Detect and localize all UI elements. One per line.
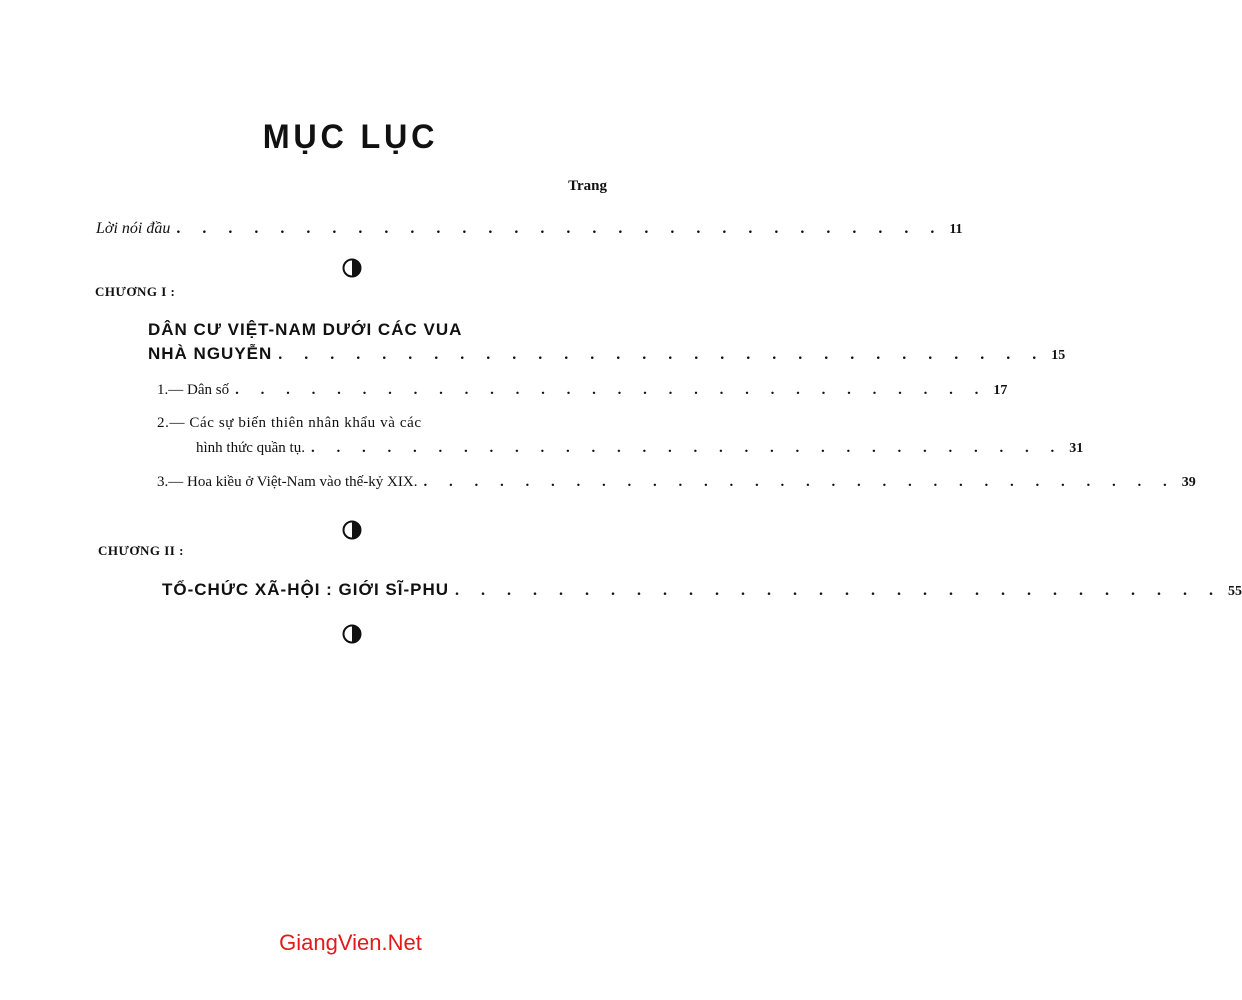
section-3-page: 39 [1181, 475, 1196, 490]
leader-dots: . . . . . . . . . . . . . . . . . . . . . . . . . . . . . . [235, 382, 988, 398]
chapter-1-label: CHƯƠNG I : [95, 284, 176, 299]
chapter-2-label: CHƯƠNG II : [98, 543, 184, 558]
toc-row-preface [96, 220, 963, 238]
half-circle-ornament-icon [342, 624, 362, 644]
watermark-text: GiangVien.Net [279, 930, 422, 955]
leader-dots: . . . . . . . . . . . . . . . . . . . . . . . . . . . . . . [278, 346, 1046, 363]
chapter-1-heading-line2: NHÀ NGUYỄN [148, 344, 273, 363]
leader-dots: . . . . . . . . . . . . . . . . . . . . . . . . . . . . . . [455, 582, 1223, 599]
toc-row-section-3 [157, 474, 1196, 491]
section-2-text-line2: hình thức quần tụ. [196, 440, 305, 456]
toc-row-chapter-2-heading [162, 580, 1242, 600]
chapter-2-heading-page: 55 [1228, 584, 1242, 599]
section-1-text: 1.— Dân số [157, 382, 230, 398]
leader-dots: . . . . . . . . . . . . . . . . . . . . . . . . . . . . . . [310, 440, 1064, 456]
chapter-1-heading-line1: DÂN CƯ VIỆT-NAM DƯỚI CÁC VUA [148, 320, 463, 339]
page-column-label: Trang [568, 178, 607, 194]
chapter-2-heading: TỔ-CHỨC XÃ-HỘI : GIỚI SĨ-PHU [162, 580, 450, 599]
toc-row-section-1 [157, 382, 1008, 399]
section-3-text: 3.— Hoa kiều ở Việt-Nam vào thế-kỷ XIX. [157, 474, 418, 490]
section-1-page: 17 [993, 383, 1008, 398]
section-2-text-line1: 2.— Các sự biến thiên nhân khẩu và các [157, 415, 422, 431]
leader-dots: . . . . . . . . . . . . . . . . . . . . . . . . . . . . . . [423, 474, 1176, 490]
half-circle-ornament-icon [342, 520, 362, 540]
preface-label: Lời nói đầu [96, 220, 171, 237]
preface-page: 11 [949, 222, 963, 237]
leader-dots: . . . . . . . . . . . . . . . . . . . . . . . . . . . . . . [176, 220, 944, 237]
toc-row-chapter-1-heading [148, 344, 1066, 364]
page-title: MỤC LỤC [262, 118, 439, 156]
half-circle-ornament-icon [342, 258, 362, 278]
chapter-1-heading-page: 15 [1051, 348, 1066, 363]
section-2-page: 31 [1069, 441, 1084, 456]
toc-row-section-2 [196, 440, 1084, 457]
